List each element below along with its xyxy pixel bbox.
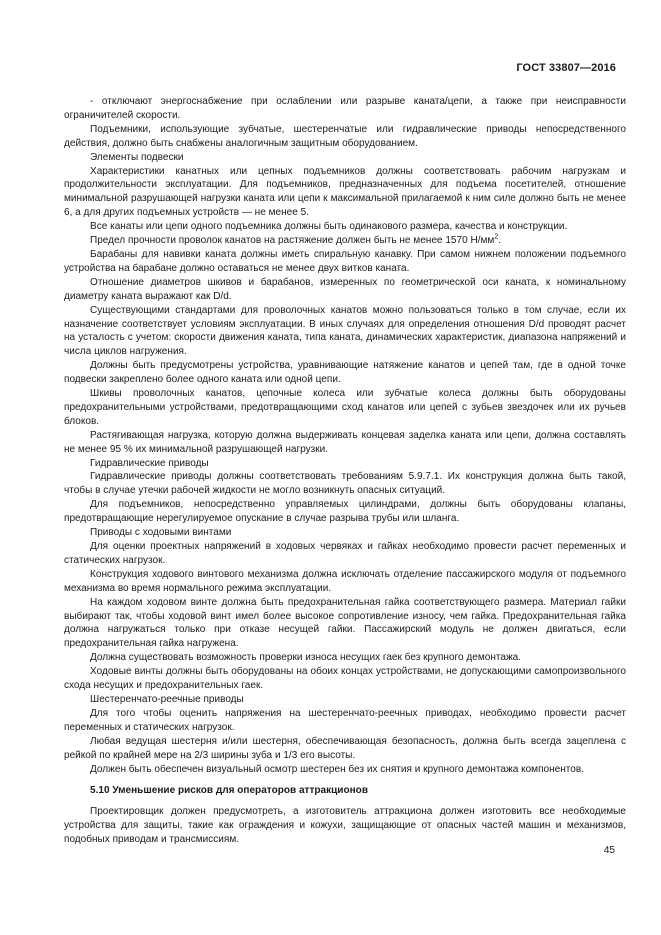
- section-heading: [64, 784, 626, 798]
- paragraph: [64, 763, 626, 777]
- paragraph: [64, 276, 626, 304]
- paragraph-text: Для оценки проектных напряжений в ходовых червяках и гайках необходимо провести расчет переменных и статических нагрузок.: [64, 541, 626, 566]
- document-body: [64, 95, 626, 847]
- paragraph-text: Гидравлические приводы: [90, 457, 209, 469]
- paragraph-text: Должна существовать возможность проверки износа несущих гаек без крупного демонтажа.: [90, 652, 522, 664]
- paragraph-text: Растягивающая нагрузка, которую должна выдерживать концевая заделка каната или цепи, должна составлять не менее 95 % их минимальной разрушающей нагрузки.: [64, 429, 626, 455]
- paragraph: [64, 568, 626, 596]
- paragraph: [64, 540, 626, 568]
- paragraph-text: Любая ведущая шестерня и/или шестерня, обеспечивающая безопасность, должна быть всегда зацеплена с рейкой по крайней мере на 2/3 ширины зуба и 1/3 его высоты.: [64, 735, 626, 761]
- document-header: ГОСТ 33807—2016: [516, 62, 616, 74]
- paragraph-text: Должны быть предусмотрены устройства, уравнивающие натяжение канатов и цепей там, где в одной точке подвески закреплено более одного каната или одной цепи.: [64, 360, 626, 386]
- paragraph: [64, 304, 626, 360]
- subheading: [64, 526, 626, 540]
- paragraph: [64, 665, 626, 693]
- paragraph-text: Характеристики канатных или цепных подъемников должны соответствовать рабочим нагрузкам и продолжительности эксплуатации. Для подъемников, предназначенных для подъема посетителей, отношение минимальной разрушающей нагрузки каната или цепи к максимальной прилагаемой к ним силе должно быть не менее 6, а для других подъемных устройств — не менее 5.: [64, 165, 626, 219]
- paragraph-text: Элементы подвески: [90, 151, 184, 163]
- paragraph-text: Существующими стандартами для проволочных канатов можно пользоваться только в том случае, если их назначение соответствует условиям эксплуатации. В иных случаях для определения отношения D/d проводят расчет на усталость с учетом: скорости движения каната, типа каната, динамических характеристик, диапазона напряжений и числа циклов нагружения.: [64, 304, 626, 358]
- paragraph-text: Конструкция ходового винтового механизма должна исключать отделение пассажирского модуля от подъемного механизма во время нормального режима эксплуатации.: [64, 568, 626, 594]
- paragraph-text: Приводы с ходовыми винтами: [90, 527, 232, 539]
- subheading: [64, 457, 626, 471]
- paragraph-text: Шестеренчато-реечные приводы: [90, 693, 244, 705]
- paragraph-text: - отключают энергоснабжение при ослаблении или разрыве каната/цепи, а также при неисправности ограничителей скорости.: [64, 96, 626, 121]
- paragraph: [64, 805, 626, 847]
- paragraph-text: Предел прочности проволок канатов на растяжение должен быть не менее 1570 Н/мм: [90, 235, 495, 247]
- paragraph: [64, 651, 626, 665]
- paragraph: [64, 735, 626, 763]
- paragraph-text: Должен быть обеспечен визуальный осмотр шестерен без их снятия и крупного демонтажа компонентов.: [90, 763, 585, 775]
- paragraph: [64, 429, 626, 457]
- paragraph-text: Все канаты или цепи одного подъемника должны быть одинакового размера, качества и конструкции.: [90, 221, 568, 233]
- paragraph: [64, 248, 626, 276]
- paragraph: [64, 707, 626, 735]
- page-number: 45: [603, 845, 615, 856]
- paragraph-text: Отношение диаметров шкивов и барабанов, измеренных по геометрической оси каната, к номинальному диаметру каната выражают как D/d.: [64, 276, 626, 302]
- paragraph: [64, 596, 626, 652]
- paragraph-text: 5.10 Уменьшение рисков для операторов аттракционов: [90, 785, 368, 797]
- paragraph: [64, 359, 626, 387]
- paragraph-text: Гидравлические приводы должны соответствовать требованиям 5.9.7.1. Их конструкция должна быть такой, чтобы в случае утечки рабочей жидкости не могло возникнуть опасных ситуаций.: [64, 471, 626, 497]
- paragraph: [64, 387, 626, 429]
- paragraph: [64, 165, 626, 221]
- subheading: [64, 151, 626, 165]
- paragraph: [64, 498, 626, 526]
- paragraph-text: Для подъемников, непосредственно управляемых цилиндрами, должны быть оборудованы клапаны, предотвращающие нерегулируемое опускание в случае разрыва трубы или шланга.: [64, 499, 626, 525]
- paragraph: [64, 470, 626, 498]
- paragraph-text: Для того чтобы оценить напряжения на шестеренчато-реечных приводах, необходимо провести расчет переменных и статических нагрузок.: [64, 707, 626, 733]
- paragraph: [64, 123, 626, 151]
- paragraph-text: Подъемники, использующие зубчатые, шестеренчатые или гидравлические приводы непосредственного действия, должно быть снабжены аналогичным защитным оборудованием.: [64, 123, 626, 149]
- paragraph: [64, 234, 626, 248]
- paragraph-text: Ходовые винты должны быть оборудованы на обоих концах устройствами, не допускающими самопроизвольного схода несущих и предохранительных гаек.: [64, 666, 626, 692]
- paragraph: [64, 95, 626, 123]
- paragraph-text: На каждом ходовом винте должна быть предохранительная гайка соответствующего размера. Материал гайки выбирают так, чтобы ходовой винт имел более высокое сопротивление износу, чем гайка. Предохранительная гайка должна нагружаться только при отказе несущей гайки. Пассажирский модуль не должен двигаться, если предохранительная гайка нагружена.: [64, 596, 626, 650]
- paragraph-text: Проектировщик должен предусмотреть, а изготовитель аттракциона должен изготовить все необходимые устройства для защиты, такие как ограждения и кожухи, защищающие от опасных частей машин и механизмов, подобных приводам и трансмиссиям.: [64, 806, 626, 846]
- paragraph: [64, 220, 626, 234]
- paragraph-text: Шкивы проволочных канатов, цепочные колеса или зубчатые колеса должны быть оборудованы предохранительными устройствами, предотвращающими сход канатов или цепей с зубьев звездочек или их ручьев блоков.: [64, 388, 626, 427]
- superscript: 2: [494, 233, 499, 241]
- subheading: [64, 693, 626, 707]
- paragraph-text: Барабаны для навивки каната должны иметь спиральную канавку. При самом нижнем положении подъемного устройства на барабане должно оставаться не менее двух витков каната.: [64, 248, 626, 274]
- paragraph-tail: .: [498, 235, 502, 247]
